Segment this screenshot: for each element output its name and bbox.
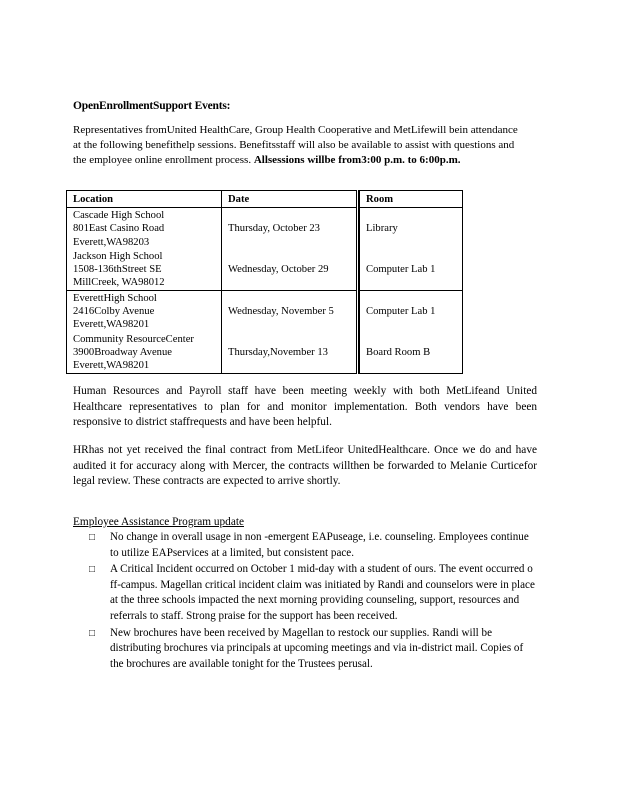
room-cell: Library <box>360 208 463 249</box>
location-city: Everett,WA98201 <box>73 360 150 372</box>
header-room: Room <box>360 191 463 208</box>
location-city: Everett,WA98201 <box>73 319 150 331</box>
eap-title: Employee Assistance Program update <box>73 516 244 528</box>
list-item-text: No change in overall usage in non -emergent EAPuseage, i.e. counseling. Employees continue to utilize EAPservices at a limited, but consistent pace. <box>110 531 529 559</box>
table-row <box>67 208 463 249</box>
room-cell: Computer Lab 1 <box>360 290 463 331</box>
location-name: EverettHigh School <box>73 292 157 304</box>
room-cell: Board Room B <box>360 332 463 373</box>
list-item-text: A Critical Incident occurred on October 1 mid-day with a student of ours. The event occurred o ff-campus. Magellan critical incident claim was initiated by Randi and counselors were in place at the three schools impacted the next morning providing counseling, support, resources and referrals to staff. Strong praise for the support has been received. <box>110 563 535 622</box>
date-cell: Thursday,November 13 <box>222 332 358 373</box>
location-name: Cascade High School <box>73 210 165 221</box>
location-name: Jackson High School <box>73 250 163 262</box>
section-heading: OpenEnrollmentSupport Events: <box>73 100 231 112</box>
room-cell: Computer Lab 1 <box>360 249 463 290</box>
location-cell <box>67 208 222 249</box>
table-header-row <box>67 191 463 208</box>
intro-session-times: Allsessions willbe from3:00 p.m. to 6:00p.m. <box>253 154 461 166</box>
location-street: 801East Casino Road <box>73 223 165 235</box>
hr-payroll-paragraph: Human Resources and Payroll staff have been meeting weekly with both MetLifeand United Healthcare representatives to plan for and monitor implementation. Both vendors have been responsive to district staffrequests and have been helpful. <box>73 385 537 428</box>
date-cell: Wednesday, October 29 <box>222 249 358 290</box>
location-cell <box>67 332 222 373</box>
location-street: 1508-136thStreet SE <box>73 264 162 276</box>
location-street: 3900Broadway Avenue <box>73 346 172 358</box>
date-cell: Wednesday, November 5 <box>222 290 358 331</box>
location-city: MillCreek, WA98012 <box>73 277 165 289</box>
location-name: Community ResourceCenter <box>73 333 194 345</box>
header-date: Date <box>222 191 358 208</box>
table-row <box>67 249 463 290</box>
intro-text: Representatives fromUnited HealthCare, Group Health Cooperative and MetLifewill bein attendance at the following benefithelp sessions. Benefitsstaff will also be available to assist with questions and the employee online enrollment process. <box>73 124 518 166</box>
square-bullet-icon: □ <box>89 564 96 576</box>
intro-paragraph <box>73 123 525 168</box>
list-item-text: New brochures have been received by Magellan to restock our supplies. Randi will be distributing brochures via principals at upcoming meetings and via in-district mail. Copies of the brochures are available tonight for the Trustees perusal. <box>110 626 524 670</box>
location-city: Everett,WA98203 <box>73 236 150 248</box>
list-item <box>73 562 535 624</box>
location-cell <box>67 290 222 331</box>
list-item <box>73 626 535 673</box>
location-street: 2416Colby Avenue <box>73 306 155 318</box>
contract-paragraph: HRhas not yet received the final contract from MetLifeor UnitedHealthcare. Once we do and have audited it for accuracy along with Mercer, the contracts willthen be forwarded to Melanie Curticefor legal review. These contracts are expected to arrive shortly. <box>73 444 537 487</box>
eap-list <box>73 530 535 673</box>
table-row <box>67 290 463 331</box>
location-cell <box>67 249 222 290</box>
square-bullet-icon: □ <box>89 627 96 639</box>
square-bullet-icon: □ <box>89 532 96 543</box>
events-table <box>66 190 463 374</box>
header-location: Location <box>67 191 222 208</box>
date-cell: Thursday, October 23 <box>222 208 358 249</box>
table-row <box>67 332 463 373</box>
list-item <box>73 530 535 561</box>
